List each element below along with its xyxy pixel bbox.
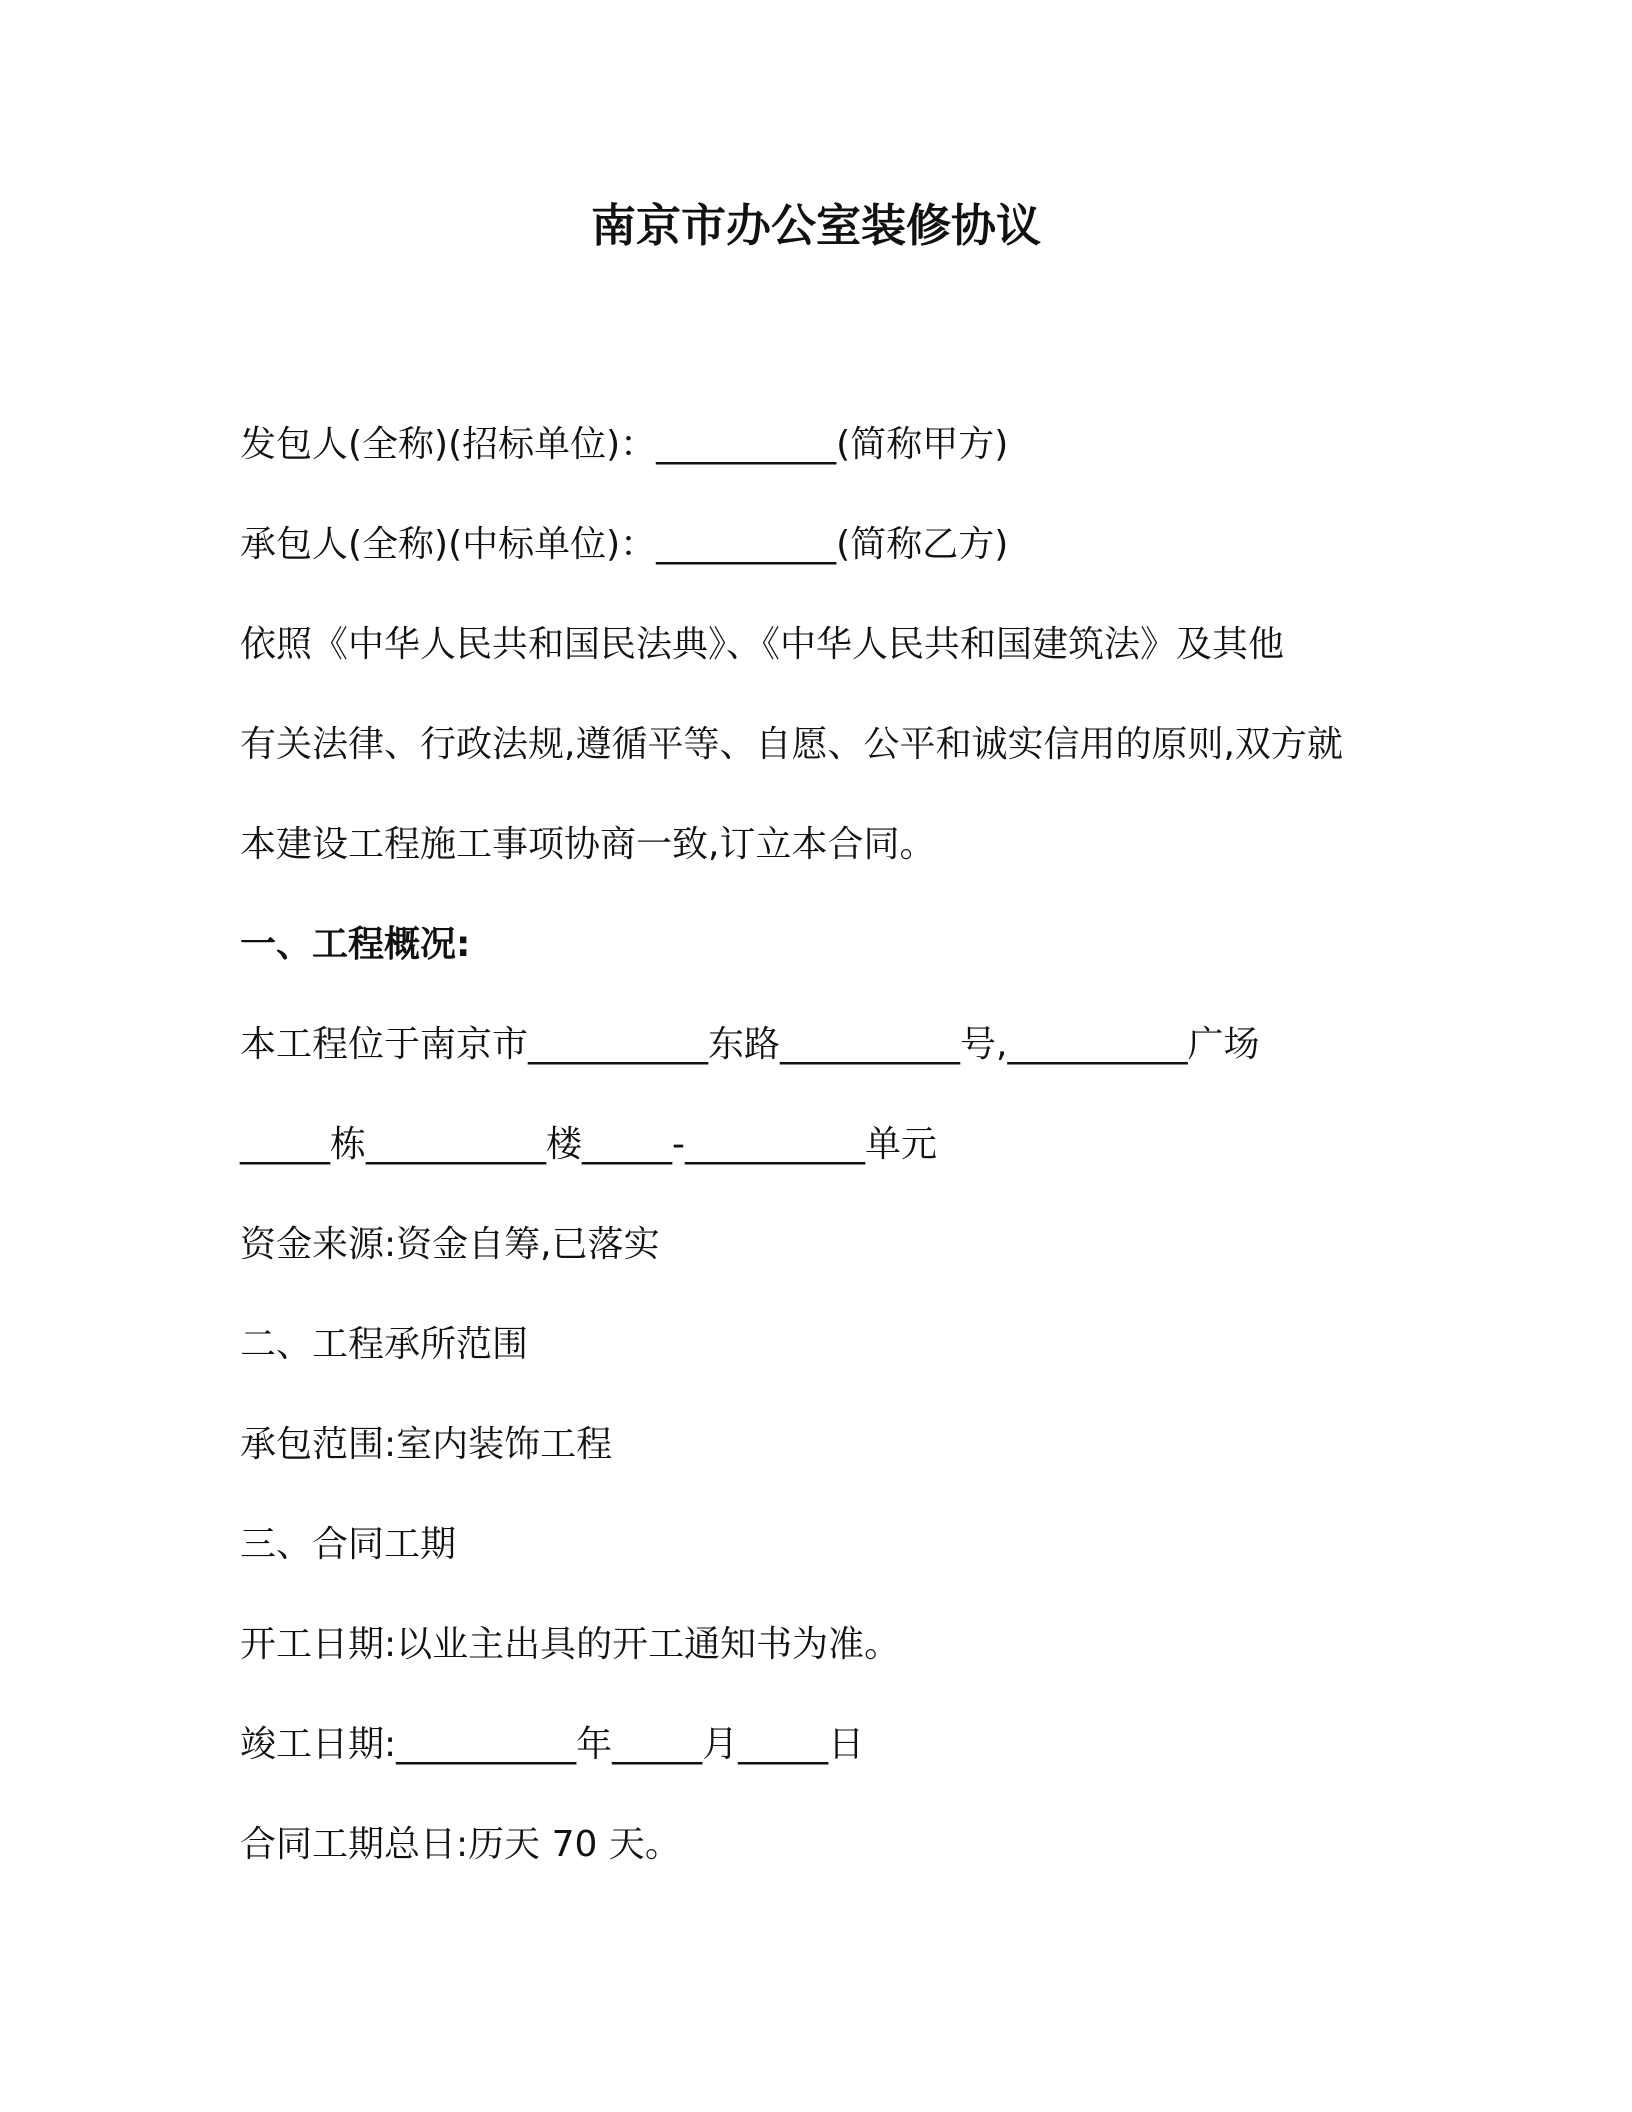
- section-heading-1: 一、工程概况:: [240, 924, 471, 965]
- start-date-line: 开工日期:以业主出具的开工通知书为准。: [240, 1624, 901, 1665]
- project-location-line-1: 本工程位于南京市__________东路__________号,__________广场: [240, 1024, 1260, 1065]
- section-heading-2: 二、工程承所范围: [240, 1324, 529, 1365]
- preamble-line-2: 有关法律、行政法规,遵循平等、自愿、公平和诚实信用的原则,双方就: [240, 724, 1343, 765]
- party-a-line: 发包人(全称)(招标单位)：__________(简称甲方): [240, 424, 1009, 465]
- preamble-line-1: 依照《中华人民共和国民法典》、《中华人民共和国建筑法》及其他: [240, 624, 1285, 665]
- completion-date-line: 竣工日期:__________年_____月_____日: [240, 1724, 865, 1765]
- section-heading-3: 三、合同工期: [240, 1524, 457, 1565]
- scope-line: 承包范围:室内装饰工程: [240, 1424, 613, 1465]
- preamble-line-3: 本建设工程施工事项协商一致,订立本合同。: [240, 824, 936, 865]
- project-location-line-2: _____栋__________楼_____-__________单元: [240, 1124, 937, 1165]
- party-b-line: 承包人(全称)(中标单位)：__________(简称乙方): [240, 524, 1009, 565]
- total-duration-line: 合同工期总日:历天 70 天。: [240, 1824, 681, 1865]
- funding-source-line: 资金来源:资金自筹,已落实: [240, 1224, 660, 1265]
- document-title: 南京市办公室装修协议: [590, 199, 1041, 252]
